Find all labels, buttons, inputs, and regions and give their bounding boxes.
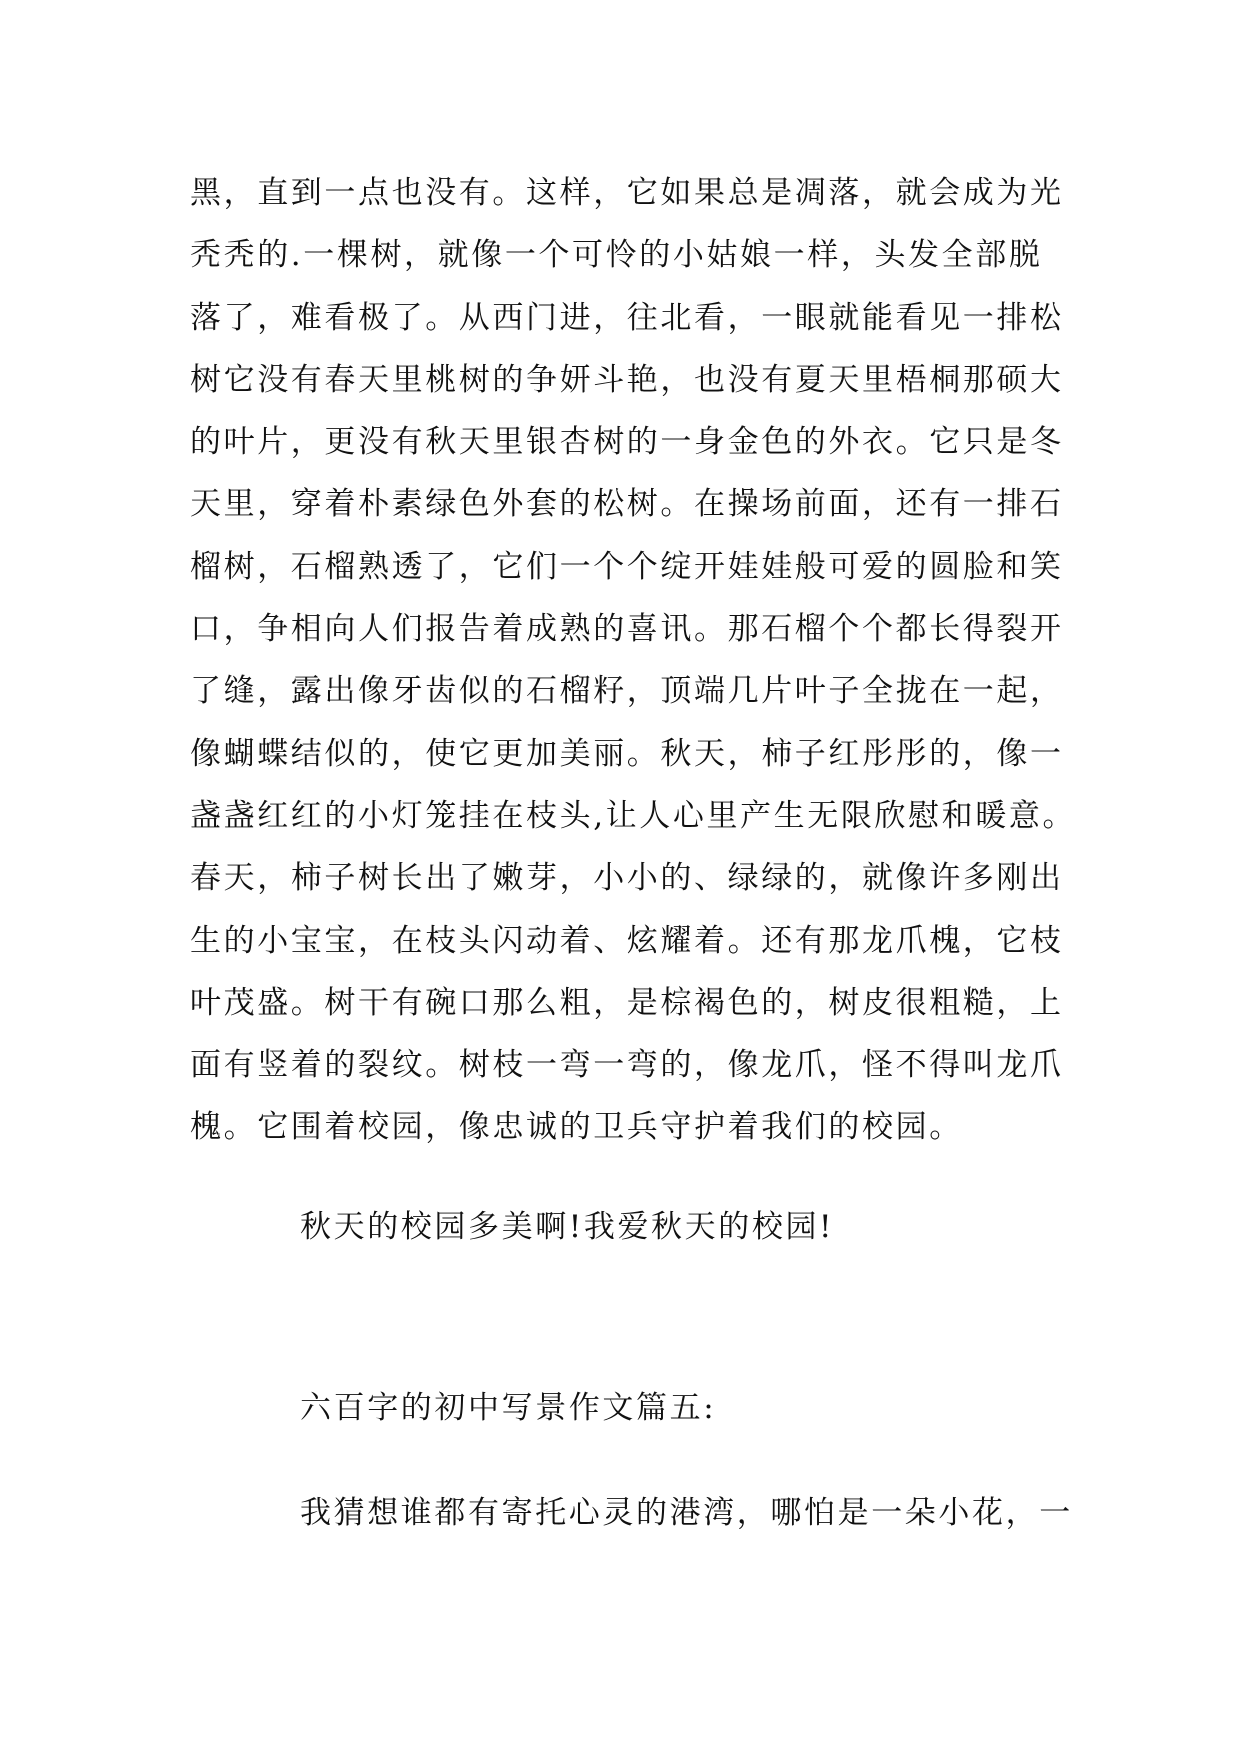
body-line: 盏盏红红的小灯笼挂在枝头,让人心里产生无限欣慰和暖意。 — [190, 797, 1077, 834]
body-line: 口，争相向人们报告着成熟的喜讯。那石榴个个都长得裂开 — [190, 611, 1064, 648]
section-heading: 六百字的初中写景作文篇五: — [300, 1390, 717, 1426]
body-line: 秃秃的.一棵树，就像一个可怜的小姑娘一样，头发全部脱 — [190, 237, 1043, 274]
closing-paragraph: 秋天的校园多美啊!我爱秋天的校园! — [300, 1209, 835, 1245]
body-line: 落了，难看极了。从西门进，往北看，一眼就能看见一排松 — [190, 299, 1064, 336]
body-line: 生的小宝宝，在枝头闪动着、炫耀着。还有那龙爪槐，它枝 — [190, 922, 1064, 959]
body-line: 槐。它围着校园，像忠诚的卫兵守护着我们的校园。 — [190, 1109, 963, 1146]
opening-paragraph-line: 我猜想谁都有寄托心灵的港湾，哪怕是一朵小花，一 — [300, 1495, 1073, 1531]
body-line: 榴树，石榴熟透了，它们一个个绽开娃娃般可爱的圆脸和笑 — [190, 548, 1064, 585]
body-line: 了缝，露出像牙齿似的石榴籽，顶端几片叶子全拢在一起， — [190, 673, 1064, 710]
body-line: 黑，直到一点也没有。这样，它如果总是凋落，就会成为光 — [190, 175, 1064, 211]
body-line: 树它没有春天里桃树的争妍斗艳，也没有夏天里梧桐那硕大 — [190, 361, 1064, 398]
body-line: 像蝴蝶结似的，使它更加美丽。秋天，柿子红彤彤的，像一 — [190, 735, 1064, 772]
body-line: 春天，柿子树长出了嫩芽，小小的、绿绿的，就像许多刚出 — [190, 860, 1064, 897]
body-line: 面有竖着的裂纹。树枝一弯一弯的，像龙爪，怪不得叫龙爪 — [190, 1047, 1064, 1084]
body-line: 的叶片，更没有秋天里银杏树的一身金色的外衣。它只是冬 — [190, 424, 1064, 461]
body-line: 天里，穿着朴素绿色外套的松树。在操场前面，还有一排石 — [190, 486, 1064, 523]
body-line: 叶茂盛。树干有碗口那么粗，是棕褐色的，树皮很粗糙，上 — [190, 984, 1064, 1021]
essay-body — [190, 162, 1090, 1159]
